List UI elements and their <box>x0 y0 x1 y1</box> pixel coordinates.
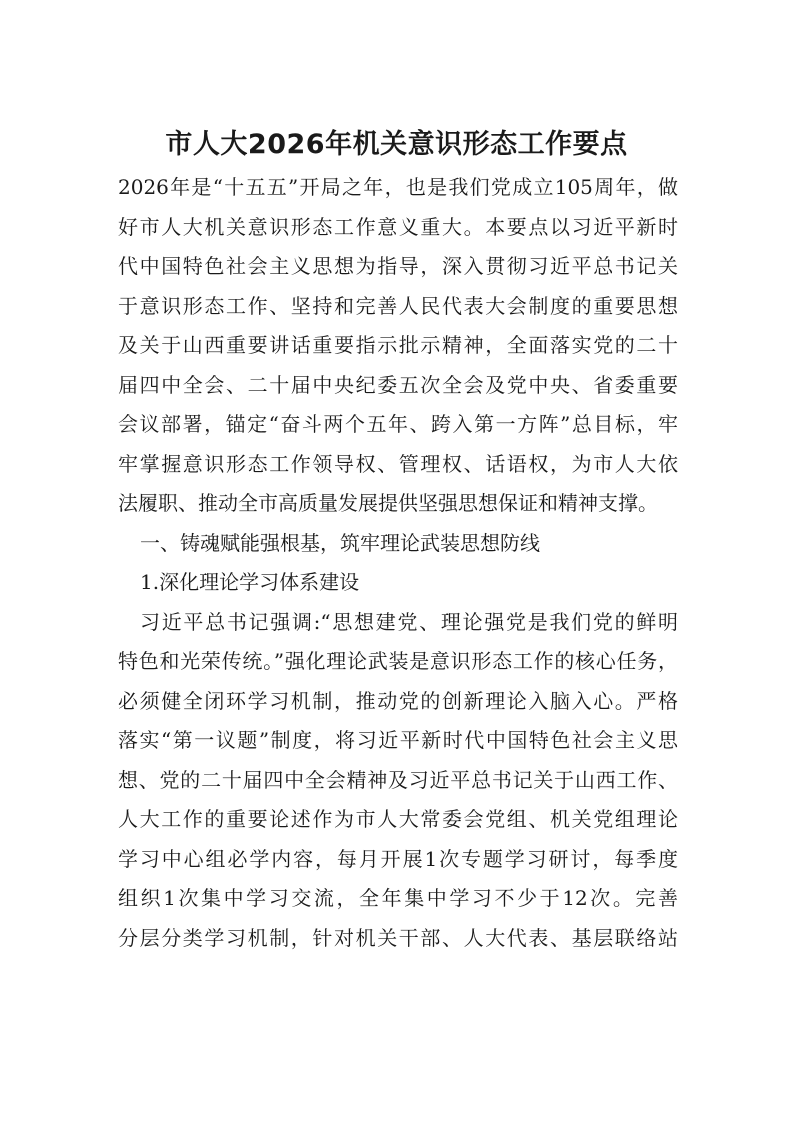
paragraph-line: 好市人大机关意识形态工作意义重大。本要点以习近平新时 <box>118 214 678 239</box>
paragraph-line: 落实“第一议题”制度，将习近平新时代中国特色社会主义思 <box>118 728 678 752</box>
paragraph-line: 代中国特色社会主义思想为指导，深入贯彻习近平总书记关 <box>118 254 678 278</box>
paragraph-line: 届四中全会、二十届中央纪委五次全会及党中央、省委重要 <box>118 372 678 397</box>
paragraph-line: 人大工作的重要论述作为市人大常委会党组、机关党组理论 <box>118 807 678 831</box>
paragraph-line: 想、党的二十届四中全会精神及习近平总书记关于山西工作、 <box>118 767 678 792</box>
paragraph-line: 于意识形态工作、坚持和完善人民代表大会制度的重要思想 <box>118 293 678 318</box>
document-body <box>118 168 678 958</box>
subsection-heading: 1.深化理论学习体系建设 <box>140 570 360 594</box>
paragraph-line: 组织1次集中学习交流，全年集中学习不少于12次。完善 <box>118 886 678 910</box>
paragraph-line: 特色和光荣传统。”强化理论武装是意识形态工作的核心任务， <box>118 649 678 673</box>
paragraph-line: 及关于山西重要讲话重要指示批示精神，全面落实党的二十 <box>118 333 678 357</box>
paragraph-line: 分层分类学习机制，针对机关干部、人大代表、基层联络站 <box>118 925 678 950</box>
section-heading: 一、铸魂赋能强根基，筑牢理论武装思想防线 <box>140 530 540 555</box>
paragraph-line: 习近平总书记强调:“思想建党、理论强党是我们党的鲜明 <box>140 609 678 634</box>
paragraph-line: 必须健全闭环学习机制，推动党的创新理论入脑入心。严格 <box>118 688 678 713</box>
paragraph-line: 法履职、推动全市高质量发展提供坚强思想保证和精神支撑。 <box>118 491 658 515</box>
paragraph-line: 会议部署，锚定“奋斗两个五年、跨入第一方阵”总目标，牢 <box>118 412 678 436</box>
paragraph-line: 学习中心组必学内容，每月开展1次专题学习研讨，每季度 <box>118 846 678 871</box>
paragraph-line: 2026年是“十五五”开局之年，也是我们党成立105周年，做 <box>118 175 678 199</box>
paragraph-line: 牢掌握意识形态工作领导权、管理权、话语权，为市人大依 <box>118 451 678 476</box>
document-title: 市人大2026年机关意识形态工作要点 <box>165 129 628 160</box>
